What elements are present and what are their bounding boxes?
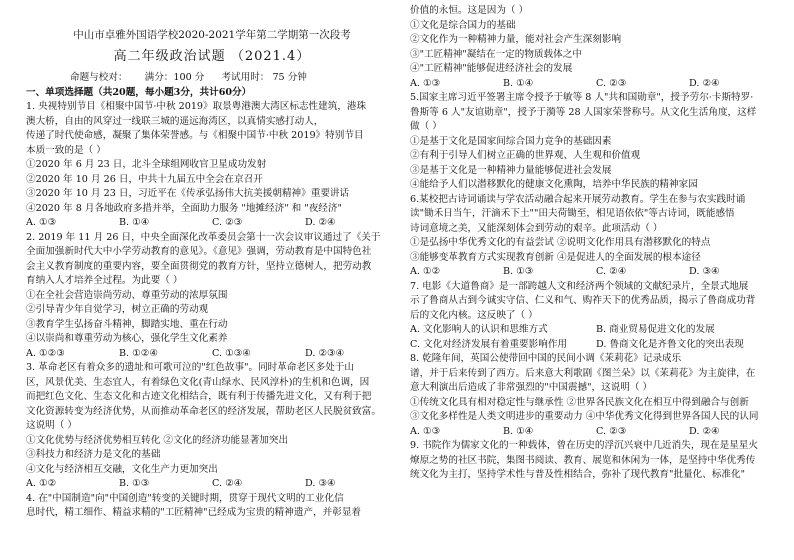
q8-item: ③文化多样性是人类文明进步的重要动力 ④中华优秀文化得到世界各国人民的认同 [410,411,759,422]
q4-item: ①文化是综合国力的基础 [410,19,516,31]
option: A. ①②③ [26,347,65,359]
q7-options [410,323,782,338]
option: D. ②③④ [305,347,345,359]
q2-item: ②引导青少年自觉学习，树立正确的劳动观 [26,304,209,315]
option: C. 文化对经济发展有着重要影响作用 [410,338,568,350]
option: B. 商业贸易促进文化的发展 [596,324,715,335]
option: C. ②③ [596,77,627,89]
q5-item: ③是基于文化是一种精神力量能够促进社会发展 [410,164,612,176]
q5-stem-line: 做（ ） [410,121,442,132]
q1-stem-line: 传递了时代使命感，凝聚了集体荣誉感。与《相聚中国节·中秋 2019》特别节目 [26,130,364,141]
score-label: 满分：100 分 [144,72,205,83]
q3-item: ③科技力和经济力是文化的基础 [26,449,161,460]
q1-stem-line: 1. 央视特别节目《相聚中国节·中秋 2019》取景粤港澳大湾区标志性建筑，港珠 [26,101,367,112]
q2-stem-line: 2. 2019 年 11 月 26 日，中央全面深化改革委员会第十一次会议审议通过了《关于 [26,231,381,243]
option: D. ②④ [689,77,720,89]
q2-options [26,347,398,362]
right-column [410,4,782,483]
exam-meta [26,70,398,85]
q2-item: ③教育学生弘扬奋斗精神，脚踏实地、重在行动 [26,318,228,330]
q1-stem-line: 本质一致的是（ ） [26,144,106,156]
option: C. ②④ [596,266,627,277]
q5-item: ①是基于文化是国家间综合国力竞争的基础因素 [410,135,612,147]
q3-stem-line: 3. 革命老区有着众多的遗址和可歌可泣的"红色故事"。同时革命老区多处于山 [26,362,355,373]
q8-stem-line: 谱，并于后来传到了西方。后来意大利歌剧《图兰朵》以《茉莉花》为主旋律，在 [410,367,756,379]
option: D. ②④ [689,425,720,437]
time-label: 考试用时： 75 分钟 [221,72,307,83]
q8-stem-line: 意大利演出后造成了非常强烈的"中国震撼"，这说明（ ） [410,382,653,393]
option: A. ①② [410,266,441,277]
q1-stem-line: 澳大桥，自由的风穿过一线联三城的遥远海湾区，以真情实感打动人， [26,115,324,127]
q4-stem-line: 息时代，精工细作、精益求精的"工匠精神"已经成为宝贵的精神遗产，并彰显着 [26,507,362,518]
option: A. ①② [26,478,57,489]
q5-item: ④能给予人们以潜移默化的健康文化熏陶，培养中华民族的精神家园 [410,179,698,190]
option: D. ③④ [305,478,336,489]
q3-stem-line: 这说明（ ） [26,420,78,431]
q7-stem-line: 后的文化内核。这反映了（ ） [410,309,538,321]
option: B. ①③ [503,266,534,277]
q2-stem-line: 会主义教育制度的重要内容，要全面贯彻党的教育方针，坚持立德树人，把劳动教 [26,260,372,272]
q6-stem-line: 诗词意境之美，又能深刻体会到劳动的艰辛。此项活动（ ） [410,222,663,234]
option: A. 文化影响人的认识和思维方式 [410,324,548,335]
option: A. ①③ [410,425,441,437]
q4-item: ④"工匠精神"能够促进经济社会的发展 [410,63,573,74]
option: A. ①③ [410,77,441,89]
q6-item: ③能够变革教育方式实现教育创新 ④是促进人的全面发展的根本途径 [410,251,701,263]
option: D. ②④ [305,217,336,228]
option: B. ①②④ [119,347,158,359]
option: D. ③④ [689,266,720,277]
q7-stem-line: 7. 电影《大道鲁商》是一部跨越人文和经济两个领域的文献纪录片，全景式地展 [410,280,749,292]
option: B. ①③ [119,478,150,489]
exam-title [26,48,398,66]
q2-item: ①在全社会营造崇尚劳动、尊重劳动的浓厚氛围 [26,289,228,301]
q8-options [410,425,782,440]
q4-stem-line: 4. 在"中国制造"向"中国创造"转变的关键时期，贯穿于现代文明的工业化信 [26,492,344,504]
setter-label: 命题与校对： [70,72,128,83]
q3-stem-line: 而把红色文化、生态文化和古迹文化相结合，既有利于传播先进文化，又有利于把 [26,391,372,402]
q8-item: ①传统文化具有相对稳定性与继承性 ②世界各民族文化在相互中得到融合与创新 [410,396,749,408]
q8-stem-line: 8. 乾隆年间，英国公使带回中国的民间小调《茉莉花》记录成乐 [410,353,682,364]
q3-item: ④文化与经济相互交融，文化生产力更加突出 [26,463,218,475]
option: B. ①④ [503,425,534,437]
q1-options [26,216,398,231]
exam-date: （2021.4） [230,49,311,64]
option: C. ①③④ [212,347,251,359]
q6-options [410,265,782,280]
q6-item: ①是弘扬中华优秀文化的有益尝试 ②说明文化作用具有潜移默化的特点 [410,237,711,248]
q4-item: ③"工匠精神"凝结在一定的物质载体之中 [410,48,582,60]
left-column [26,4,398,521]
q4-options [410,77,782,92]
q2-stem-line: 全面加强新时代大中小学劳动教育的意见》。《意见》强调，劳动教育是中国特色社 [26,246,372,257]
q1-item: ①2020 年 6 月 23 日，北斗全球组网收官卫星成功发射 [26,159,267,170]
q1-item: ③2020 年 10 月 23 日，习近平在《传承弘扬伟大抗美援朝精神》重要讲话 [26,188,350,199]
q7-options [410,338,782,353]
q9-stem-line: 燎原之势的社区书院，集图书阅读、教育、展览和休闲为一体，是坚持中华优秀传 [410,454,756,466]
q1-item: ②2020 年 10 月 26 日，中共十九届五中全会在京召开 [26,173,263,185]
q9-stem-line: 9. 书院作为儒家文化的一种载体，曾在历史的浮沉兴衰中几近消失，现在是星星火 [410,440,758,451]
q3-stem-line: 文化资源转变为经济优势，从而推动革命老区的经济发展，帮助老区人民脱贫致富。 [26,405,381,417]
section-heading: 一、单项选择题（共20题，每小题3分，共计60分） [26,87,252,98]
q6-stem-line: 读"锄禾日当午，汗滴禾下土""田夫荷锄至，相见语依依"等古诗词，既能感悟 [410,208,735,219]
q3-options [26,477,398,492]
q1-item: ④2020 年 8 月各地政府多措并举，全面助力服务 "地摊经济" 和 "夜经济" [26,202,342,214]
q5-item: ②有利于引导人们树立正确的世界观、人生观和价值观 [410,150,641,161]
option: C. ②③ [212,217,243,228]
q7-stem-line: 示了鲁商从古到今诚实守信、仁义和气、购祚天下的优秀品质，揭示了鲁商成功背 [410,295,756,306]
q4-item: ②文化作为一种精神力量，能对社会产生深刻影响 [410,34,622,45]
q3-stem-line: 区，风景优美、生态宜人，有着绿色文化(青山绿水、民风淳朴)的生机和色调，因 [26,376,370,388]
option: A. ①③ [26,217,57,228]
school-title: 中山市卓雅外国语学校2020-2021学年第二学期第一次段考 [73,29,351,41]
q3-item: ①文化优势与经济优势相互转化 ②文化的经济功能显著加突出 [26,434,289,446]
option: B. ①④ [503,77,534,89]
option: C. ②④ [212,478,243,489]
q2-item: ④以崇尚和尊重劳动为核心，强化学生文化素养 [26,333,228,344]
option: D. 鲁商文化是齐鲁文化的突出表现 [596,338,744,350]
q5-stem-line: 5.国家主席习近平签署主席令授予于敏等 8 人"共和国勋章"，授予劳尔·卡斯特罗· [410,92,754,103]
q9-stem-line: 统文化为主打，坚持学术性与普及性相结合，弥补了现代教育"批量化、标准化" [410,469,746,480]
q4-stem-line: 价值的永恒。这是因为（ ） [410,5,529,16]
exam-subject: 高二年级政治试题 [113,49,226,64]
q6-stem-line: 6.某校把古诗词诵读与学农活动融合起来开展劳动教育。学生在参与农实践时诵 [410,193,746,205]
q2-stem-line: 育纳入人才培养全过程。为此要（ ） [26,275,183,286]
option: B. ①④ [119,217,150,228]
q5-stem-line: 鲁斯等 6 人"友谊勋章"，授予于漪等 28 人国家荣誉称号。从文化生活角度，这样 [410,106,757,118]
option: C. ②③ [596,425,627,437]
